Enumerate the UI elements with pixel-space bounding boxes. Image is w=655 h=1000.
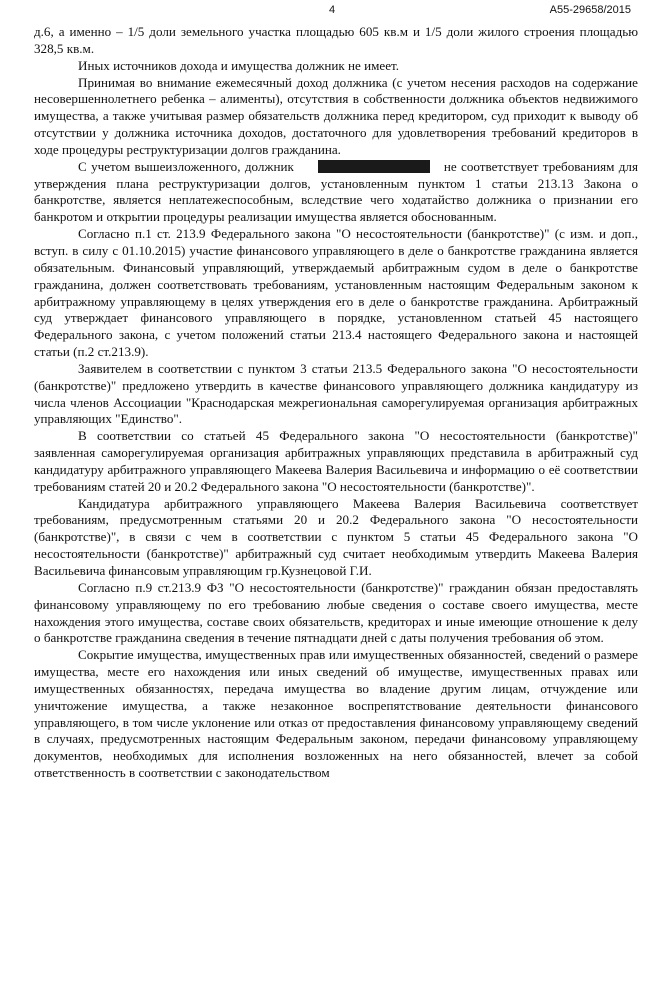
case-number: А55-29658/2015 [549,4,631,16]
paragraph: Согласно п.9 ст.213.9 ФЗ "О несостоятельности (банкротстве)" гражданин обязан предоставлять финансовому управляющему по его требованию любые сведения о составе своего имущества, месте нахождения этого имущества, составе своих обязательств, кредиторах и иные имеющие отношение к делу о банкротстве гражданина сведения в течение пятнадцати дней с даты получения требования об этом. [34,579,638,646]
paragraph: Заявителем в соответствии с пунктом 3 статьи 213.5 Федерального закона "О несостоятельности (банкротстве)" предложено утвердить в качестве финансового управляющего должника кандидатуру из числа членов Ассоциации "Краснодарская межрегиональная саморегулируемая организация арбитражных управляющих "Единство". [34,360,638,427]
paragraph: В соответствии со статьей 45 Федерального закона "О несостоятельности (банкротстве)" заявленная саморегулируемая организация арбитражных управляющих представила в арбитражный суд кандидатуру арбитражного управляющего Макеева Валерия Васильевича и информацию о её соответствии требованиям статей 20 и 20.2 Федерального закона "О несостоятельности (банкротстве)". [34,428,638,494]
paragraph: Кандидатура арбитражного управляющего Макеева Валерия Васильевича соответствует требованиям, предусмотренным статьями 20 и 20.2 Федерального закона "О несостоятельности (банкротстве)", в связи с чем в соответствии с пунктом 5 статьи 45 Федерального закона "О несостоятельности (банкротстве)" арбитражный суд считает необходимым утвердить Макеева Валерия Васильевича финансовым управляющим гр.Кузнецовой Г.И. [34,495,638,578]
redaction-box [318,160,430,173]
paragraph-with-redaction [34,159,638,226]
paragraph: Согласно п.1 ст. 213.9 Федерального закона "О несостоятельности (банкротстве)" (с изм. и доп., вступ. в силу с 01.10.2015) участие финансового управляющего в деле о банкротстве гражданина является обязательным. Финансовый управляющий, утверждаемый арбитражным судом в деле о банкротстве гражданина, должен соответствовать требованиям, установленным настоящим Федеральным законом к арбитражному управляющему в целях утверждения его в деле о банкротстве гражданина. Арбитражный суд утверждает финансового управляющего в порядке, установленном статьей 45 настоящего Федерального закона, с учетом положений статьи 213.4 настоящего Федерального закона и настоящей статьи (п.2 ст.213.9). [34,226,638,360]
paragraph-text-after-redaction: не соответствует требованиям для утверждения плана реструктуризации долгов, установленным пунктом 1 статьи 213.13 Закона о банкротстве, является неплатежеспособным, вследствие чего ходатайство должника о признании его банкротом и открытии процедуры реализации имущества является обоснованным. [34,158,638,225]
paragraph: д.6, а именно – 1/5 доли земельного участка площадью 605 кв.м и 1/5 доли жилого строения площадью 328,5 кв.м. [34,24,638,56]
paragraph-text-before-redaction: С учетом вышеизложенного, должник [78,158,294,174]
paragraph: Принимая во внимание ежемесячный доход должника (с учетом несения расходов на содержание несовершеннолетнего ребенка – алименты), отсутствия в собственности должника объектов недвижимого имущества, а также учитывая размер обязательств должника перед кредитором, суд приходит к выводу об отсутствии у должника источника доходов, достаточного для удовлетворения требований кредиторов в ходе процедуры реструктуризации долгов гражданина. [34,74,638,157]
document-body [34,24,638,782]
paragraph: Иных источников дохода и имущества должник не имеет. [78,57,400,73]
page-number: 4 [329,4,336,16]
paragraph: Сокрытие имущества, имущественных прав или имущественных обязанностей, сведений о размере имущества, месте его нахождения или иных сведений об имуществе, имущественных правах или имущественных обязанностях, передача имущества во владение другим лицам, отчуждение или уничтожение имущества, а также незаконное воспрепятствование деятельности финансового управляющего, в том числе уклонение или отказ от предоставления финансовому управляющему сведений в случаях, предусмотренных настоящим Федеральным законом, передачи финансовому управляющему документов, необходимых для исполнения возложенных на него обязанностей, влечет за собой ответственность в соответствии с законодательством [34,647,638,781]
